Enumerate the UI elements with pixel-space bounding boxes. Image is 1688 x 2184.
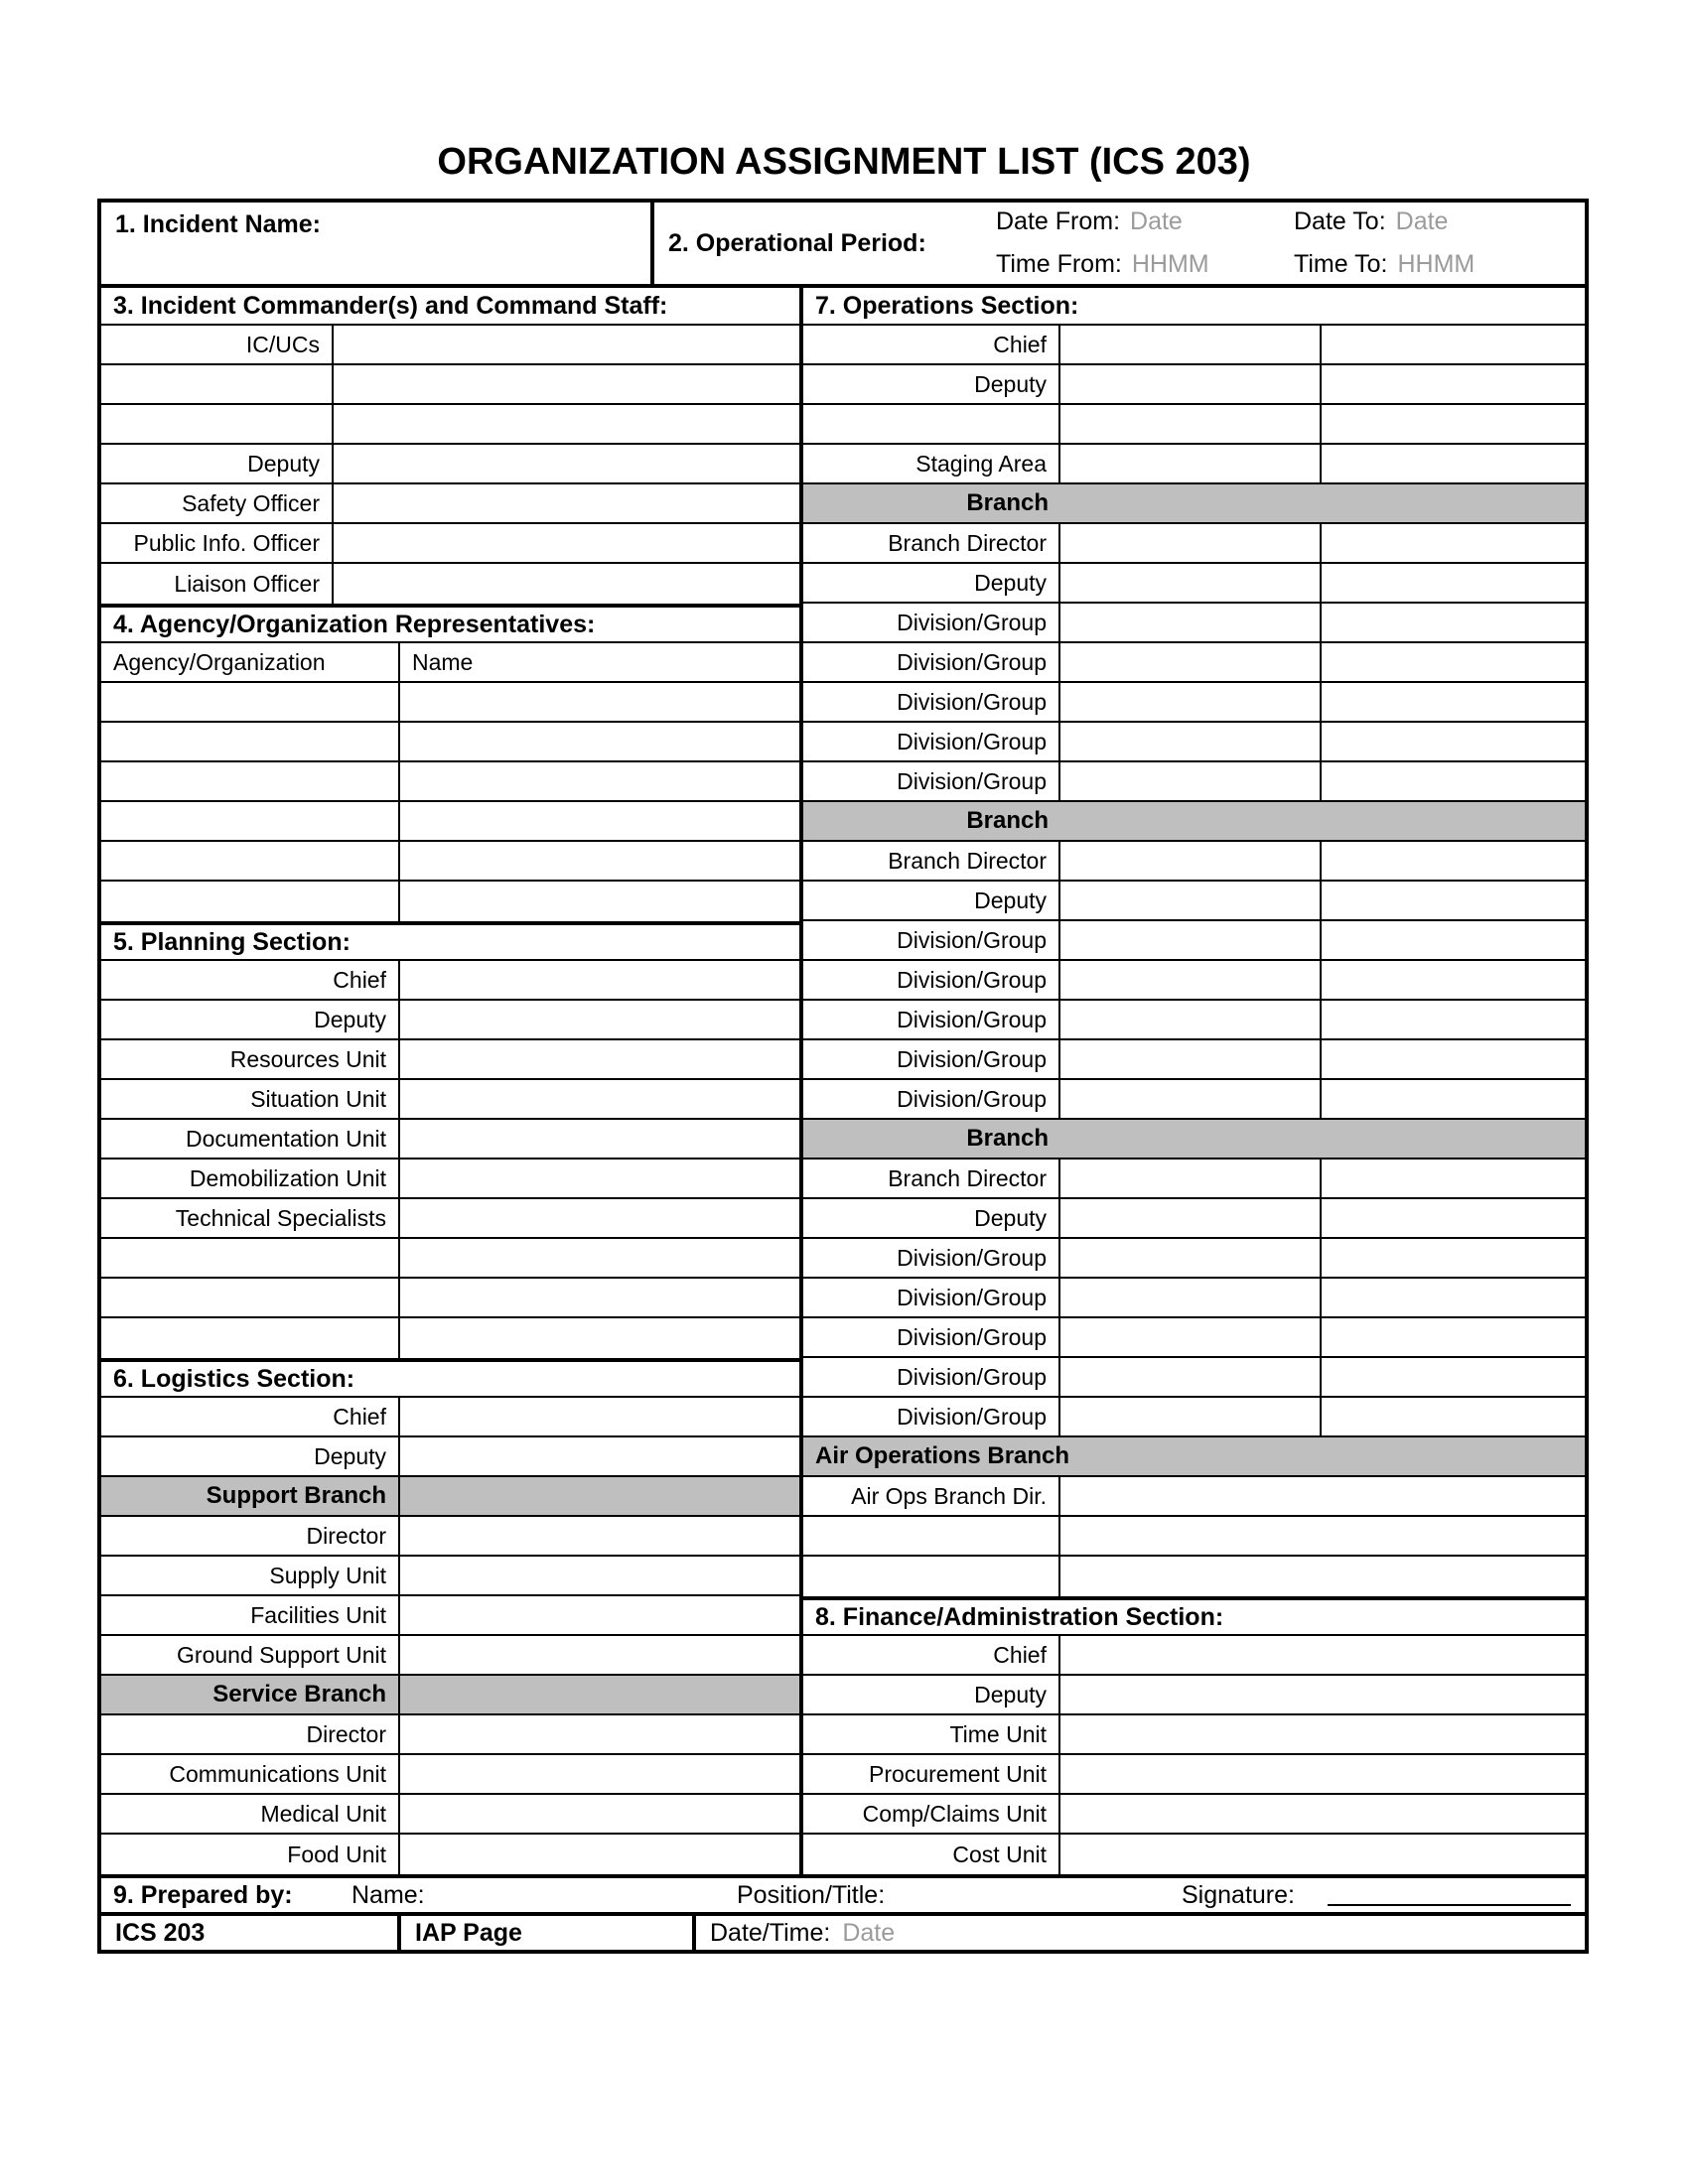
- right-panel: [803, 288, 1585, 1874]
- incident-name-label: 1. Incident Name:: [115, 210, 321, 238]
- row-label: Division/Group: [803, 1398, 1060, 1435]
- row-label: Chief: [101, 1398, 400, 1435]
- row-label: Safety Officer: [101, 484, 334, 522]
- row-value-cell[interactable]: [1322, 643, 1585, 681]
- row-label: Ground Support Unit: [101, 1636, 400, 1674]
- row-label: [101, 723, 400, 760]
- row-label: [101, 1279, 400, 1316]
- table-row: [101, 1437, 799, 1477]
- row-value-cell[interactable]: [400, 1596, 799, 1634]
- row-label: Deputy: [803, 564, 1060, 602]
- table-row: [803, 1318, 1585, 1358]
- row-fill: [1060, 802, 1585, 840]
- row-value-cell[interactable]: [1060, 723, 1322, 760]
- row-value-cell[interactable]: [1322, 1279, 1585, 1316]
- row-value-cell[interactable]: [400, 1755, 799, 1793]
- row-value-cell[interactable]: [1060, 1199, 1322, 1237]
- table-row: [803, 1517, 1585, 1557]
- row-value-cell[interactable]: [1322, 405, 1585, 443]
- table-row: [101, 484, 799, 524]
- row-value-cell[interactable]: [400, 802, 799, 840]
- row-value-cell[interactable]: [1060, 842, 1322, 880]
- table-row: [803, 1557, 1585, 1596]
- row-value-cell[interactable]: [1060, 1160, 1322, 1197]
- table-row: [803, 1358, 1585, 1398]
- row-label: Supply Unit: [101, 1557, 400, 1594]
- form-footer-row: [101, 1912, 1585, 1950]
- table-row: [101, 1080, 799, 1120]
- row-value-cell[interactable]: [400, 1437, 799, 1475]
- table-row: [101, 683, 799, 723]
- row-value-cell[interactable]: [1322, 445, 1585, 482]
- table-row: [101, 1636, 799, 1676]
- row-label: Deputy: [803, 1199, 1060, 1237]
- row-value-cell[interactable]: [400, 1676, 799, 1713]
- table-row: [803, 604, 1585, 643]
- row-label: Branch: [966, 807, 1049, 834]
- row-label: Demobilization Unit: [101, 1160, 400, 1197]
- row-label: Air Ops Branch Dir.: [803, 1477, 1060, 1515]
- row-value-cell[interactable]: [1060, 961, 1322, 999]
- table-row: [803, 1080, 1585, 1120]
- row-value-cell[interactable]: [1322, 1160, 1585, 1197]
- table-row: [803, 762, 1585, 802]
- table-row: [101, 1040, 799, 1080]
- prepared-position-label: Position/Title:: [737, 1881, 886, 1909]
- row-value-cell[interactable]: [1060, 326, 1322, 363]
- row-label: Division/Group: [803, 604, 1060, 641]
- table-row: [101, 1596, 799, 1636]
- section-header: 7. Operations Section:: [803, 288, 1585, 326]
- row-label: Division/Group: [803, 1080, 1060, 1118]
- row-value-cell[interactable]: [400, 1199, 799, 1237]
- table-row: [101, 1477, 799, 1517]
- row-value-cell[interactable]: [400, 1477, 799, 1515]
- row-label: Resources Unit: [101, 1040, 400, 1078]
- row-label: Director: [101, 1517, 400, 1555]
- period-from-column: [996, 207, 1294, 279]
- table-row: [803, 445, 1585, 484]
- row-value-cell[interactable]: [1322, 1318, 1585, 1356]
- table-row: [101, 882, 799, 921]
- row-label: Deputy: [101, 1437, 400, 1475]
- section-header: 4. Agency/Organization Representatives:: [101, 604, 799, 643]
- table-row: [101, 762, 799, 802]
- row-label: Deputy: [101, 445, 334, 482]
- table-row: [101, 1517, 799, 1557]
- row-label: Branch Director: [803, 842, 1060, 880]
- form-id-cell: [101, 1916, 397, 1950]
- row-label: [101, 1318, 400, 1358]
- row-value-cell[interactable]: [400, 1160, 799, 1197]
- table-row: [803, 1001, 1585, 1040]
- table-row: [803, 1755, 1585, 1795]
- row-label: Chief: [803, 326, 1060, 363]
- row-label: Division/Group: [803, 1358, 1060, 1396]
- table-row: [803, 1835, 1585, 1874]
- row-value-cell[interactable]: [1322, 524, 1585, 562]
- table-row: [803, 961, 1585, 1001]
- table-row: [803, 1120, 1585, 1160]
- iap-page-box[interactable]: [397, 1916, 696, 1950]
- row-value-cell[interactable]: [1060, 1557, 1585, 1596]
- table-row: [101, 1557, 799, 1596]
- left-panel: [101, 288, 803, 1874]
- table-row: [101, 961, 799, 1001]
- table-row: [803, 1795, 1585, 1835]
- form-body: [101, 288, 1585, 1874]
- table-row: [101, 365, 799, 405]
- row-value-cell[interactable]: [1060, 1040, 1322, 1078]
- table-row: [803, 1279, 1585, 1318]
- table-row: [101, 1239, 799, 1279]
- table-row: [803, 1715, 1585, 1755]
- row-value-cell[interactable]: [1322, 1001, 1585, 1038]
- row-value-cell[interactable]: [1060, 1715, 1585, 1753]
- row-value-cell[interactable]: [400, 723, 799, 760]
- row-value-cell[interactable]: [400, 1080, 799, 1118]
- time-to-label: Time To:: [1294, 250, 1388, 278]
- row-value-cell[interactable]: [1060, 365, 1322, 403]
- row-label: Division/Group: [803, 1318, 1060, 1356]
- date-from-field[interactable]: Date: [1130, 207, 1183, 235]
- row-value-cell[interactable]: [400, 1398, 799, 1435]
- date-from-label: Date From:: [996, 207, 1121, 235]
- row-value-cell[interactable]: [334, 445, 799, 482]
- row-label: Deputy: [101, 1001, 400, 1038]
- row-value-cell[interactable]: [1322, 564, 1585, 602]
- row-label: [803, 405, 1060, 443]
- row-label: [803, 1557, 1060, 1596]
- row-value-cell[interactable]: [1322, 961, 1585, 999]
- incident-name-box[interactable]: [101, 203, 654, 284]
- time-to-line: [1294, 250, 1475, 279]
- table-row: [101, 1795, 799, 1835]
- table-row: [803, 1040, 1585, 1080]
- row-label: [101, 842, 400, 880]
- table-row: [101, 1279, 799, 1318]
- row-label: Time Unit: [803, 1715, 1060, 1753]
- row-value-cell[interactable]: [334, 524, 799, 562]
- table-row: [803, 1199, 1585, 1239]
- datetime-field[interactable]: Date: [842, 1918, 896, 1947]
- row-value-cell[interactable]: [400, 1279, 799, 1316]
- row-value-cell[interactable]: [1322, 723, 1585, 760]
- row-label: Branch: [966, 1125, 1049, 1152]
- row-value-cell[interactable]: [400, 1318, 799, 1358]
- row-label: Branch Director: [803, 1160, 1060, 1197]
- table-row: [101, 524, 799, 564]
- table-row: [101, 1398, 799, 1437]
- row-value-cell[interactable]: [1322, 921, 1585, 959]
- table-row: [101, 723, 799, 762]
- table-row: [101, 1676, 799, 1715]
- row-value-cell[interactable]: [400, 1001, 799, 1038]
- row-value-cell[interactable]: [400, 1715, 799, 1753]
- row-label: Division/Group: [803, 921, 1060, 959]
- table-row: [803, 1477, 1585, 1517]
- row-value-cell[interactable]: [1060, 1636, 1585, 1674]
- row-label: Technical Specialists: [101, 1199, 400, 1237]
- row-label: [101, 802, 400, 840]
- date-to-line: [1294, 207, 1475, 236]
- row-value-cell[interactable]: [400, 882, 799, 921]
- row-value-cell[interactable]: [1060, 1676, 1585, 1713]
- row-value-cell[interactable]: [1322, 842, 1585, 880]
- column-header-row: [101, 643, 799, 683]
- row-value-cell[interactable]: [1060, 882, 1322, 919]
- row-value-cell[interactable]: [1322, 1040, 1585, 1078]
- table-row: [803, 1636, 1585, 1676]
- row-value-cell[interactable]: [1060, 683, 1322, 721]
- row-value-cell[interactable]: [1322, 683, 1585, 721]
- row-fill: [1060, 484, 1585, 522]
- row-value-cell[interactable]: [400, 1835, 799, 1874]
- row-value-cell[interactable]: [1060, 1517, 1585, 1555]
- row-value-cell[interactable]: [1322, 326, 1585, 363]
- row-label: Division/Group: [803, 961, 1060, 999]
- form-outline: [97, 199, 1589, 1954]
- table-row: [101, 1715, 799, 1755]
- prepared-name-label: Name:: [352, 1881, 425, 1909]
- row-value-cell[interactable]: [1322, 365, 1585, 403]
- time-from-field[interactable]: HHMM: [1131, 250, 1209, 278]
- row-value-cell[interactable]: [400, 1557, 799, 1594]
- row-value-cell[interactable]: [400, 762, 799, 800]
- row-label: Public Info. Officer: [101, 524, 334, 562]
- row-label: Chief: [803, 1636, 1060, 1674]
- table-row: [101, 326, 799, 365]
- row-value-cell[interactable]: [1060, 524, 1322, 562]
- table-row: [101, 1835, 799, 1874]
- row-label: Communications Unit: [101, 1755, 400, 1793]
- table-row: [803, 842, 1585, 882]
- row-value-cell[interactable]: [1322, 882, 1585, 919]
- row-label: Division/Group: [803, 683, 1060, 721]
- table-row: [101, 405, 799, 445]
- row-value-cell[interactable]: [400, 1517, 799, 1555]
- row-label: Documentation Unit: [101, 1120, 400, 1158]
- row-value-cell[interactable]: [400, 1636, 799, 1674]
- row-value-cell[interactable]: [1060, 1358, 1322, 1396]
- row-label: Procurement Unit: [803, 1755, 1060, 1793]
- row-fill: [1069, 1437, 1585, 1475]
- table-row: [101, 802, 799, 842]
- prepared-by-row: [101, 1874, 1585, 1912]
- row-value-cell[interactable]: [1060, 405, 1322, 443]
- row-value-cell[interactable]: [1322, 1398, 1585, 1435]
- column-header: Agency/Organization: [101, 643, 400, 681]
- datetime-cell: [696, 1916, 1585, 1950]
- row-label: Comp/Claims Unit: [803, 1795, 1060, 1833]
- table-row: [101, 1755, 799, 1795]
- row-value-cell[interactable]: [1322, 1199, 1585, 1237]
- row-value-cell[interactable]: [400, 683, 799, 721]
- table-row: [803, 484, 1585, 524]
- row-label: Deputy: [803, 365, 1060, 403]
- row-label: Branch: [966, 489, 1049, 516]
- row-value-cell[interactable]: [1322, 1239, 1585, 1277]
- column-header: Name: [412, 648, 474, 675]
- prepared-by-label: 9. Prepared by:: [113, 1881, 293, 1909]
- section-header: 6. Logistics Section:: [101, 1358, 799, 1398]
- row-value-cell[interactable]: [334, 365, 799, 403]
- row-value-cell[interactable]: [1060, 1477, 1585, 1515]
- row-label: Division/Group: [803, 1239, 1060, 1277]
- iap-page-label: IAP Page: [415, 1918, 522, 1947]
- row-value-cell[interactable]: [400, 1239, 799, 1277]
- table-row: [101, 1199, 799, 1239]
- row-value-cell[interactable]: [334, 405, 799, 443]
- row-value-cell[interactable]: [1060, 762, 1322, 800]
- row-value-cell[interactable]: [1060, 564, 1322, 602]
- operational-period-label: 2. Operational Period:: [668, 228, 926, 257]
- table-row: [803, 1160, 1585, 1199]
- table-row: [101, 842, 799, 882]
- operational-period-box: [654, 203, 1585, 284]
- table-row: [803, 524, 1585, 564]
- row-value-cell[interactable]: [1060, 1318, 1322, 1356]
- section-header: 5. Planning Section:: [101, 921, 799, 961]
- row-label: [101, 683, 400, 721]
- row-label: Air Operations Branch: [815, 1442, 1070, 1469]
- page-title: ORGANIZATION ASSIGNMENT LIST (ICS 203): [437, 141, 1251, 183]
- table-row: [101, 1160, 799, 1199]
- prepared-signature-label: Signature:: [1182, 1881, 1295, 1909]
- table-row: [803, 564, 1585, 604]
- time-from-label: Time From:: [996, 250, 1122, 278]
- table-row: [101, 1318, 799, 1358]
- table-row: [803, 882, 1585, 921]
- table-row: [101, 1120, 799, 1160]
- row-value-cell[interactable]: [334, 564, 799, 604]
- row-value-cell[interactable]: [400, 1120, 799, 1158]
- row-value-cell[interactable]: [1060, 445, 1322, 482]
- row-label: Medical Unit: [101, 1795, 400, 1833]
- row-value-cell[interactable]: [1322, 1080, 1585, 1118]
- table-row: [803, 326, 1585, 365]
- table-row: [803, 1676, 1585, 1715]
- table-row: [101, 1001, 799, 1040]
- row-label: Division/Group: [803, 762, 1060, 800]
- row-value-cell[interactable]: [1322, 1358, 1585, 1396]
- row-label: Director: [101, 1715, 400, 1753]
- row-label: Support Branch: [101, 1477, 400, 1515]
- row-label: [803, 1517, 1060, 1555]
- form-id: ICS 203: [115, 1918, 206, 1947]
- table-row: [101, 564, 799, 604]
- row-value-cell[interactable]: [1322, 762, 1585, 800]
- row-value-cell[interactable]: [334, 326, 799, 363]
- row-label: Branch Director: [803, 524, 1060, 562]
- row-label: Service Branch: [101, 1676, 400, 1713]
- row-value-cell[interactable]: [1060, 1835, 1585, 1874]
- datetime-label: Date/Time:: [710, 1918, 831, 1947]
- row-value-cell[interactable]: [1060, 604, 1322, 641]
- row-fill: [1060, 1120, 1585, 1158]
- row-value-cell[interactable]: [1060, 1755, 1585, 1793]
- row-value-cell[interactable]: [1060, 1398, 1322, 1435]
- row-value-cell[interactable]: [1060, 643, 1322, 681]
- row-label: [101, 405, 334, 443]
- table-row: [803, 1239, 1585, 1279]
- row-label: [101, 1239, 400, 1277]
- date-to-field[interactable]: Date: [1395, 207, 1449, 235]
- row-label: Food Unit: [101, 1835, 400, 1874]
- table-row: [803, 365, 1585, 405]
- row-label: Situation Unit: [101, 1080, 400, 1118]
- row-value-cell[interactable]: [1322, 604, 1585, 641]
- row-label: Division/Group: [803, 1001, 1060, 1038]
- row-value-cell[interactable]: [1060, 1080, 1322, 1118]
- row-label: Division/Group: [803, 1279, 1060, 1316]
- row-label: [101, 762, 400, 800]
- row-label: Division/Group: [803, 1040, 1060, 1078]
- time-to-field[interactable]: HHMM: [1397, 250, 1476, 278]
- period-to-column: [1294, 207, 1475, 279]
- row-label: Staging Area: [803, 445, 1060, 482]
- table-row: [803, 802, 1585, 842]
- table-row: [803, 683, 1585, 723]
- row-value-cell[interactable]: [400, 842, 799, 880]
- section-header: 3. Incident Commander(s) and Command Staff:: [101, 288, 799, 326]
- row-label: Chief: [101, 961, 400, 999]
- row-label: Facilities Unit: [101, 1596, 400, 1634]
- row-value-cell[interactable]: [400, 1795, 799, 1833]
- table-row: [803, 405, 1585, 445]
- table-row: [803, 643, 1585, 683]
- row-value-cell[interactable]: [1060, 921, 1322, 959]
- date-from-line: [996, 207, 1294, 236]
- row-value-cell[interactable]: [400, 1040, 799, 1078]
- section-header: 8. Finance/Administration Section:: [803, 1596, 1585, 1636]
- row-value-cell[interactable]: [1060, 1239, 1322, 1277]
- signature-line[interactable]: [1328, 1904, 1571, 1906]
- row-value-cell[interactable]: [334, 484, 799, 522]
- form-header-row: [101, 203, 1585, 288]
- row-label: Liaison Officer: [101, 564, 334, 604]
- row-label: [101, 882, 400, 921]
- row-label: Division/Group: [803, 723, 1060, 760]
- time-from-line: [996, 250, 1294, 279]
- row-value-cell[interactable]: [1060, 1279, 1322, 1316]
- table-row: [803, 921, 1585, 961]
- row-label: Deputy: [803, 882, 1060, 919]
- row-label: Deputy: [803, 1676, 1060, 1713]
- table-row: [803, 1437, 1585, 1477]
- row-value-cell[interactable]: [1060, 1001, 1322, 1038]
- date-to-label: Date To:: [1294, 207, 1386, 235]
- table-row: [101, 445, 799, 484]
- row-label: [101, 365, 334, 403]
- row-value-cell[interactable]: [1060, 1795, 1585, 1833]
- row-value-cell[interactable]: [400, 961, 799, 999]
- row-label: IC/UCs: [101, 326, 334, 363]
- table-row: [803, 1398, 1585, 1437]
- row-label: Division/Group: [803, 643, 1060, 681]
- row-label: Cost Unit: [803, 1835, 1060, 1874]
- table-row: [803, 723, 1585, 762]
